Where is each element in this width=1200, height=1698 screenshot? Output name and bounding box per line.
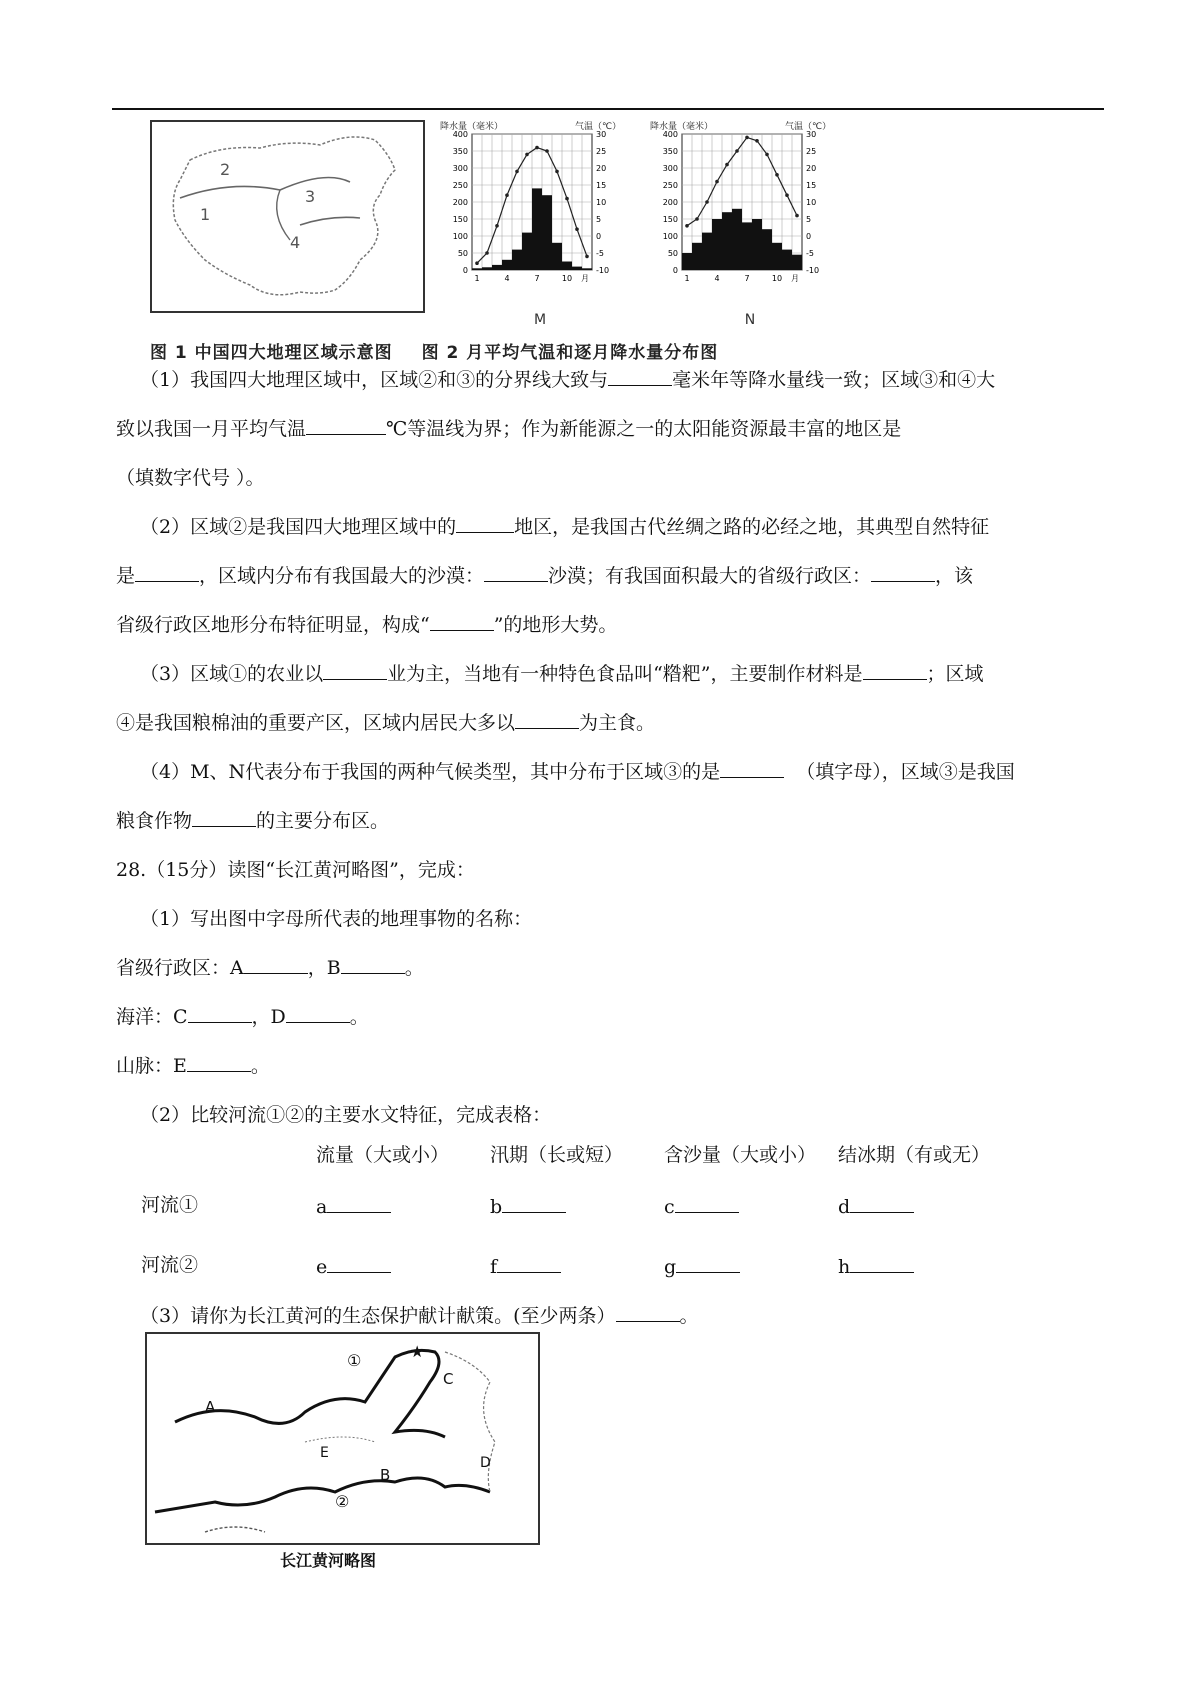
climo-n-left-tick: 350 [662,147,678,156]
fig2-caption: 图 2 月平均气温和逐月降水量分布图 [421,343,719,363]
table-cell-d: d [838,1190,914,1218]
climo-m-left-tick: 300 [452,164,468,173]
q27-p2-text-d: ，区域内分布有我国最大的沙漠： [199,565,485,587]
climo-m-precip-bar [562,262,572,271]
climo-m-precip-bar [502,260,512,270]
map2-label-e: E [320,1445,329,1461]
climo-n-temp-point [685,224,689,228]
climo-n-temp-point [775,173,779,177]
climo-n-precip-bar [792,255,802,270]
table-cell-h: h [838,1250,914,1278]
climo-m-left-tick: 50 [457,249,468,258]
q27-p2-text-f: ，该 [935,565,974,587]
q27-p1-text-a: （1）我国四大地理区域中，区域②和③的分界线大致与 [140,369,609,391]
climo-m-precip-bar [542,195,552,270]
climo-m-right-tick: -10 [596,266,610,275]
climo-n-right-tick: 20 [806,164,817,173]
climo-n-right-tick: 15 [806,181,817,190]
climo-n-x-tick: 1 [684,274,690,283]
climo-n-left-tick: 250 [662,181,678,190]
climo-n-x-tick: 10 [771,274,783,283]
q27-part4-line2 [116,797,1076,846]
climo-n-temp-point [705,200,709,204]
blank-d[interactable] [850,1190,914,1213]
china-regions-map [150,120,425,313]
q27-part3-line2 [116,699,1076,748]
blank-agriculture[interactable] [323,657,387,680]
q27-p4-text-c: 粮食作物 [116,810,193,832]
climo-m-right-tick: 30 [596,130,607,139]
climograph-n [650,120,850,313]
climo-n-right-tick: -10 [806,266,820,275]
table-row-river2: 河流② [141,1254,199,1276]
q27-p1-text-e: （填数字代号 ）。 [116,467,265,489]
climo-m-precip-bar [572,267,582,270]
climo-m-precip-bar [512,250,522,270]
blank-mountain-e[interactable] [187,1049,251,1072]
q27-part2 [140,503,1100,552]
q28-mount-text-a: 山脉：E [116,1055,187,1077]
climo-n-x-tick: 月 [791,274,799,283]
table-header-flood: 汛期（长或短） [490,1144,624,1166]
blank-a[interactable] [327,1190,391,1213]
climo-m-right-tick: 0 [596,232,602,241]
blank-desert[interactable] [484,559,548,582]
q28-prov-text-a: 省级行政区：A [116,957,244,979]
climo-m-x-tick: 7 [534,274,540,283]
map1-label-4: 4 [290,233,301,252]
q27-p2-text-h: ”的地形大势。 [493,614,618,636]
climo-m-right-tick: 10 [596,198,607,207]
q28-part2: （2）比较河流①②的主要水文特征，完成表格： [140,1104,552,1126]
figure-row [150,120,832,365]
blank-crop[interactable] [192,804,256,827]
climo-n-temp-point [755,139,759,143]
fig1-caption: 图 1 中国四大地理区域示意图 [150,343,393,363]
climo-n-precip-bar [722,212,732,270]
climo-m-left-tick: 400 [452,130,468,139]
q27-part1-line2 [116,405,1076,454]
climo-n-precip-bar [702,233,712,270]
q27-p3-text-e: 为主食。 [579,712,656,734]
blank-c[interactable] [675,1190,739,1213]
q28-sea-end: 。 [349,1006,369,1028]
climo-n-left-title: 降水量（毫米） [650,122,714,132]
table-cell-g: g [664,1250,740,1278]
climo-m-left-tick: 100 [452,232,468,241]
climo-n-right-tick: 25 [806,147,817,156]
q27-p2-text-c: 是 [116,565,136,587]
climo-m-precip-bar [482,267,492,270]
climo-m-x-tick: 4 [504,274,510,283]
climo-n-left-tick: 200 [662,198,678,207]
climo-m-temp-point [575,227,579,231]
q28-sea-line [116,993,1076,1042]
climo-m-temp-point [515,170,519,174]
map2-label-b: B [380,1466,391,1484]
climograph-m [440,120,640,313]
blank-terrain[interactable] [430,608,494,631]
table-cell-f: f [490,1250,561,1278]
map2-label-circle1: ① [347,1351,362,1370]
blank-tsampa-material[interactable] [863,657,927,680]
climo-n-right-tick: -5 [806,249,814,258]
climo-m-temp-point [525,153,529,157]
climo-n-temp-point [725,163,729,167]
blank-climate-letter[interactable] [720,755,784,778]
table-header-flow: 流量（大或小） [316,1144,450,1166]
climo-m-x-tick: 月 [581,274,589,283]
climo-n-temp-point [785,193,789,197]
climo-m-right-tick: 20 [596,164,607,173]
q27-p3-text-d: ④是我国粮棉油的重要产区，区域内居民大多以 [116,712,516,734]
climo-m-precip-bar [522,233,532,270]
q28-province-line [116,944,1076,993]
q27-p2-text-b: 地区，是我国古代丝绸之路的必经之地，其典型自然特征 [514,516,990,538]
climo-n-temp-point [745,136,749,140]
climo-n-left-tick: 400 [662,130,678,139]
climo-m-temp-point [585,255,589,259]
climo-m-temp-point [495,224,499,228]
q27-p4-text-a: （4）M、N代表分布于我国的两种气候类型，其中分布于区域③的是 [140,761,721,783]
q28-mount-end: 。 [250,1055,270,1077]
climo-m-label: M [533,312,547,328]
q28-mountain-line [116,1042,1076,1091]
climo-n-left-tick: 0 [672,266,678,275]
climo-n-x-tick: 4 [714,274,720,283]
q27-p2-text-a: （2）区域②是我国四大地理区域中的 [140,516,457,538]
table-header-ice: 结冰期（有或无） [838,1144,991,1166]
climo-m-temp-point [545,149,549,153]
climo-n-right-tick: 0 [806,232,812,241]
climo-n-precip-bar [682,253,692,270]
blank-rainfall-line[interactable] [608,363,672,386]
blank-sea-d[interactable] [286,1000,350,1023]
blank-region-name[interactable] [456,510,514,533]
q27-part2-line2 [116,552,1076,601]
climo-n-temp-point [765,153,769,157]
map1-label-3: 3 [305,187,316,206]
blank-province[interactable] [871,559,935,582]
q27-p2-text-e: 沙漠；有我国面积最大的省级行政区： [548,565,872,587]
climo-m-left-tick: 0 [462,266,468,275]
climo-m-left-tick: 150 [452,215,468,224]
table-row-river1: 河流① [141,1194,199,1216]
map2-label-d: D [480,1455,491,1471]
climo-n-precip-bar [732,209,742,270]
climo-m-left-title: 降水量（毫米） [440,122,504,132]
q28-p3-text-b: 。 [679,1305,699,1327]
yangtze-yellow-river-map [145,1332,540,1545]
blank-f[interactable] [497,1250,561,1273]
q27-p4-text-d: 的主要分布区。 [256,810,390,832]
blank-province-a[interactable] [244,951,308,974]
blank-sea-c[interactable] [188,1000,252,1023]
climo-m-temp-point [535,146,539,150]
star-icon: ★ [410,1342,425,1361]
q27-p3-text-b: 业为主，当地有一种特色食品叫“糌粑”，主要制作材料是 [387,663,863,685]
climo-n-temp-point [795,214,799,218]
table-cell-a: a [316,1190,391,1218]
q27-p2-text-g: 省级行政区地形分布特征明显，构成“ [116,614,430,636]
blank-isotherm[interactable] [306,412,386,435]
climo-m-left-tick: 350 [452,147,468,156]
climo-n-temp-point [735,149,739,153]
climo-n-left-tick: 100 [662,232,678,241]
climo-m-left-tick: 250 [452,181,468,190]
climo-n-x-tick: 7 [744,274,750,283]
table-cell-e: e [316,1250,391,1278]
climo-m-precip-bar [582,268,592,270]
climo-n-precip-bar [742,222,752,270]
q28-title: 28.（15分）读图“长江黄河略图”，完成： [116,859,475,881]
blank-natural-feature[interactable] [135,559,199,582]
climo-n-precip-bar [752,219,762,270]
climo-n-precip-bar [712,219,722,270]
q28-sea-text-a: 海洋：C [116,1006,188,1028]
q28-prov-text-b: ，B [307,957,341,979]
q28-part1: （1）写出图中字母所代表的地理事物的名称： [140,908,533,930]
map2-caption: 长江黄河略图 [280,1551,377,1570]
climo-m-temp-point [475,261,479,265]
climo-m-right-title: 气温（℃） [575,122,622,132]
climo-n-temp-point [695,217,699,221]
header-rule [112,108,1104,110]
q27-part1-line3 [116,454,1076,503]
q28-prov-end: 。 [404,957,424,979]
climo-m-temp-point [485,251,489,255]
climo-m-precip-bar [472,268,482,270]
map1-label-2: 2 [220,160,231,179]
climo-m-precip-bar [532,188,542,270]
q27-part1 [140,356,1100,405]
climo-n-left-tick: 300 [662,164,678,173]
q27-part4 [140,748,1100,797]
climo-m-right-tick: 15 [596,181,607,190]
q28-p3-text-a: （3）请你为长江黄河的生态保护献计献策。(至少两条） [140,1305,616,1327]
blank-eco-advice[interactable] [616,1299,680,1322]
climo-m-x-tick: 1 [474,274,480,283]
climo-n-right-tick: 5 [806,215,812,224]
climo-m-right-tick: 25 [596,147,607,156]
q27-p3-text-a: （3）区域①的农业以 [140,663,324,685]
blank-h[interactable] [850,1250,914,1273]
climo-n-temp-point [715,180,719,184]
climo-n-precip-bar [772,243,782,270]
map1-label-1: 1 [200,205,211,224]
q27-p4-text-b: （填字母），区域③是我国 [796,761,1015,783]
climo-n-left-tick: 150 [662,215,678,224]
climo-n-precip-bar [762,229,772,270]
climo-m-temp-point [555,170,559,174]
map2-label-a: A [205,1398,216,1416]
q27-p3-text-c: ；区域 [926,663,984,685]
climo-n-right-tick: 10 [806,198,817,207]
q27-p1-text-d: ℃等温线为界；作为新能源之一的太阳能资源最丰富的地区是 [386,418,902,440]
q27-part2-line3 [116,601,1076,650]
q28-sea-text-b: ，D [251,1006,286,1028]
q27-p1-text-b: 毫米年等降水量线一致；区域③和④大 [672,369,996,391]
climo-m-right-tick: 5 [596,215,602,224]
climo-m-precip-bar [492,265,502,270]
climo-m-right-tick: -5 [596,249,604,258]
q27-p1-text-c: 致以我国一月平均气温 [116,418,307,440]
climo-m-left-tick: 200 [452,198,468,207]
climo-n-right-title: 气温（℃） [785,122,832,132]
climo-m-temp-point [505,193,509,197]
climo-m-x-tick: 10 [561,274,573,283]
map2-label-circle2: ② [335,1492,350,1511]
blank-g[interactable] [676,1250,740,1273]
climo-n-left-tick: 50 [667,249,678,258]
map2-label-c: C [443,1370,454,1388]
climo-n-label: N [744,312,756,328]
climo-n-precip-bar [692,243,702,270]
table-header-sediment: 含沙量（大或小） [664,1144,817,1166]
climo-m-temp-point [565,197,569,201]
climo-n-precip-bar [782,250,792,270]
table-cell-b: b [490,1190,566,1218]
table-cell-c: c [664,1190,739,1218]
climo-m-precip-bar [552,243,562,270]
q27-part3 [140,650,1100,699]
blank-province-b[interactable] [341,951,405,974]
climo-n-right-tick: 30 [806,130,817,139]
blank-b[interactable] [502,1190,566,1213]
blank-e[interactable] [327,1250,391,1273]
blank-staple-food[interactable] [515,706,579,729]
